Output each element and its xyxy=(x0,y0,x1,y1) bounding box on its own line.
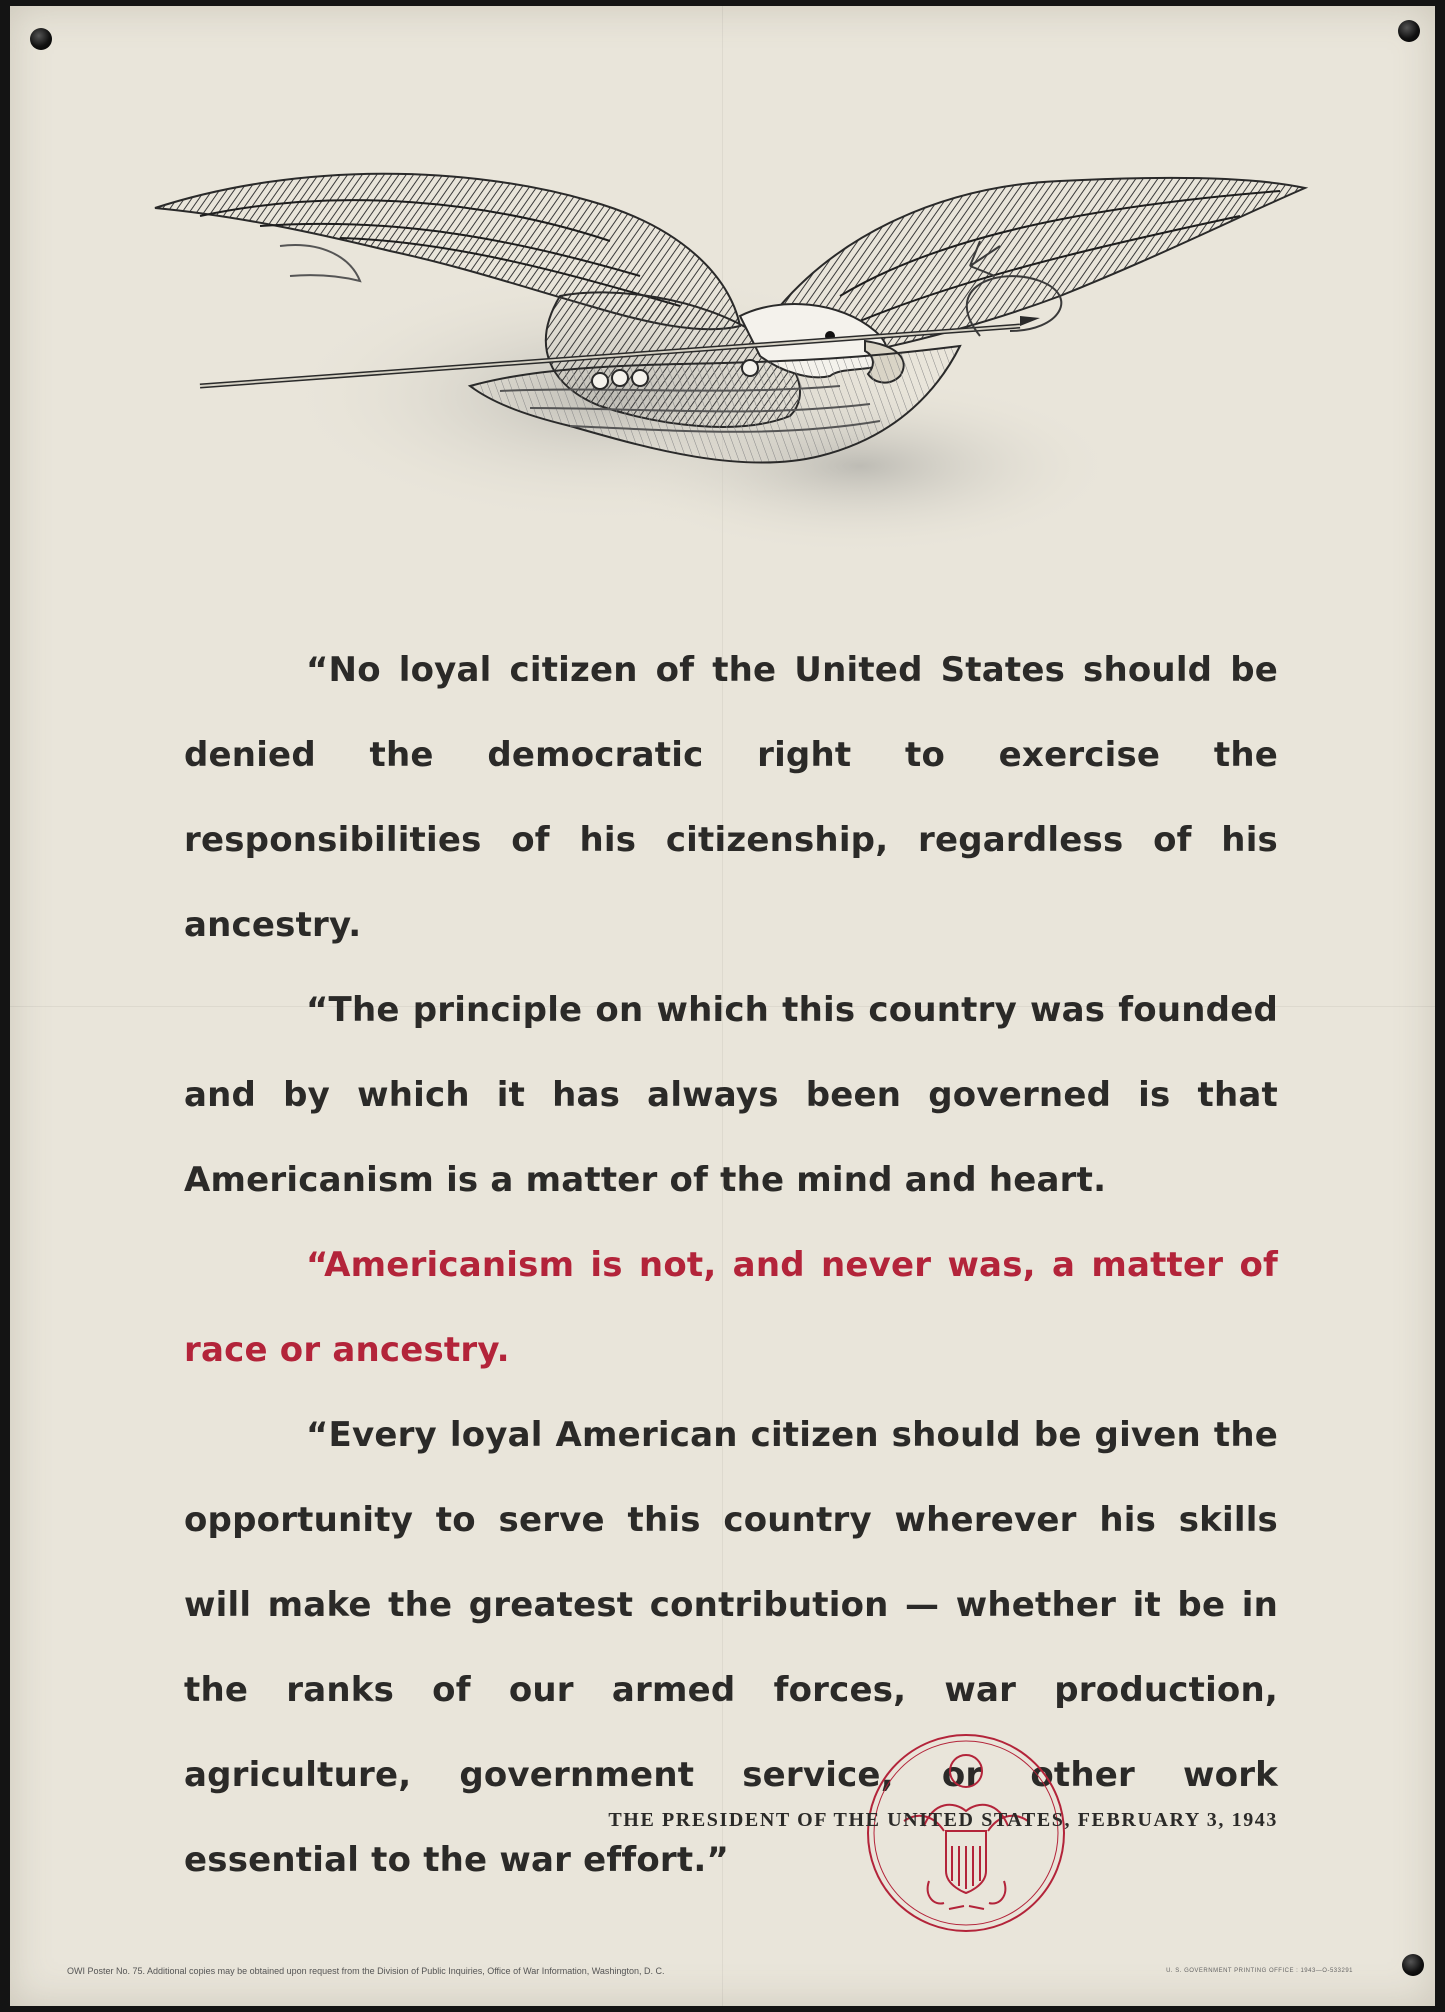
printer-imprint: U. S. GOVERNMENT PRINTING OFFICE : 1943—O-533291 xyxy=(1166,1968,1353,1974)
poster xyxy=(10,6,1435,2006)
pin-icon xyxy=(1398,20,1420,42)
quote-paragraph-4: “Every loyal American citizen should be given the opportunity to serve this country wherever his skills will make the greatest contribution — whether it be in the ranks of our armed forces, war production, agriculture, government service, or other work essential to the war effort.” xyxy=(184,1415,1278,1880)
quote-paragraph-2: “The principle on which this country was founded and by which it has always been governed is that Americanism is a matter of the mind and heart. xyxy=(184,990,1278,1200)
eagle-illustration xyxy=(140,146,1320,566)
great-seal-icon xyxy=(864,1731,1069,1936)
quote-paragraph-3-highlight: “Americanism is not, and never was, a matter of race or ancestry. xyxy=(184,1245,1278,1370)
footer-note: OWI Poster No. 75. Additional copies may be obtained upon request from the Division of Public Inquiries, Office of War Information, Washington, D. C. xyxy=(67,1966,665,1976)
attribution: THE PRESIDENT OF THE UNITED STATES, FEBRUARY 3, 1943 xyxy=(608,1809,1278,1831)
pin-icon xyxy=(1402,1954,1424,1976)
quote-text xyxy=(184,628,1278,1903)
pin-icon xyxy=(30,28,52,50)
quote-paragraph-1: “No loyal citizen of the United States should be denied the democratic right to exercise the responsibilities of his citizenship, regardless of his ancestry. xyxy=(184,650,1278,945)
